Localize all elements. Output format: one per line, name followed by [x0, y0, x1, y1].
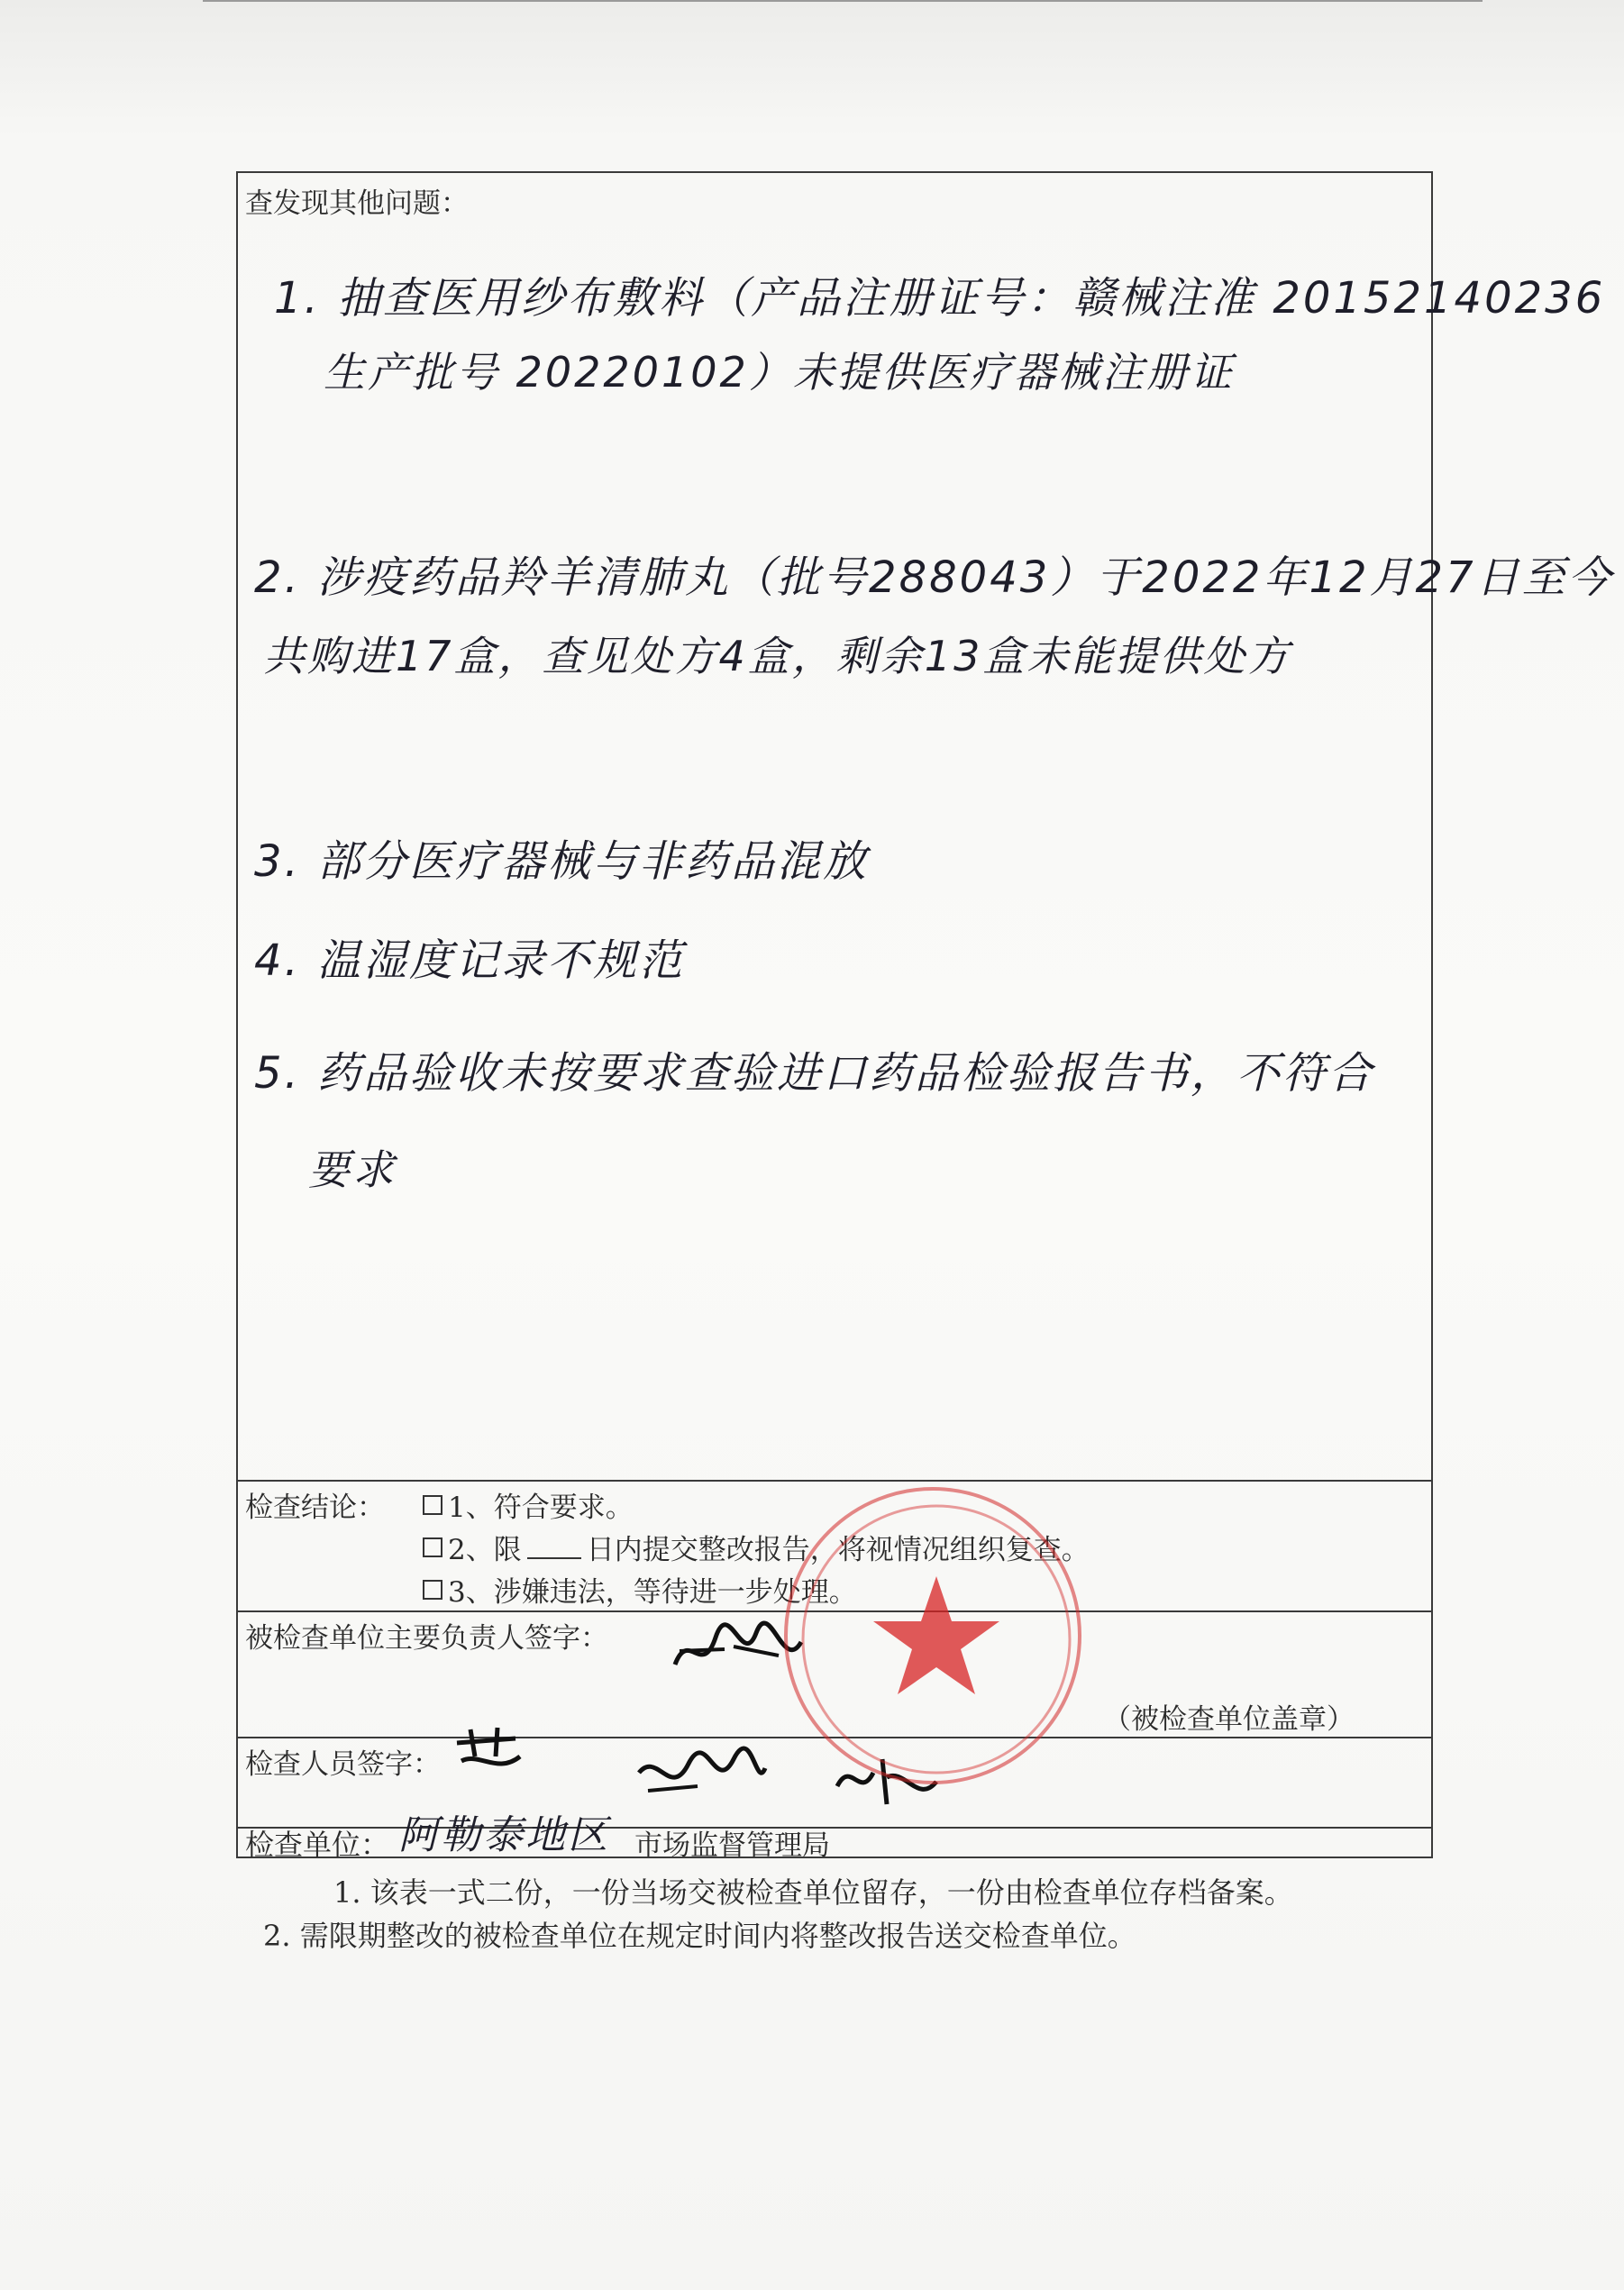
finding-5-line1: 5. 药品验收未按要求查验进口药品检验报告书，不符合 — [254, 1048, 1375, 1099]
conclusion-label: 检查结论： — [245, 1492, 385, 1524]
top-rule — [203, 0, 1483, 2]
finding-1-line2: 生产批号 20220102）未提供医疗器械注册证 — [324, 348, 1235, 397]
option-3-label: 3、涉嫌违法，等待进一步处理。 — [448, 1576, 857, 1609]
finding-2-line2: 共购进17盒，查见处方4盒，剩余13盒未能提供处方 — [263, 632, 1292, 680]
inspector-signature-1 — [452, 1725, 525, 1783]
option-3-checkbox[interactable] — [423, 1580, 442, 1600]
unit-label: 检查单位： — [245, 1828, 390, 1862]
unit-printed: 市场监督管理局 — [634, 1829, 830, 1862]
days-blank[interactable] — [527, 1536, 581, 1559]
inspector-signature-2 — [634, 1746, 770, 1812]
seal-note: （被检查单位盖章） — [1103, 1703, 1355, 1736]
finding-3: 3. 部分医疗器械与非药品混放 — [254, 836, 870, 887]
footnote-2: 2. 需限期整改的被检查单位在规定时间内将整改报告送交检查单位。 — [263, 1919, 1136, 1953]
option-2-checkbox[interactable] — [423, 1537, 442, 1557]
official-seal — [784, 1487, 1081, 1784]
divider-conclusion — [238, 1480, 1431, 1482]
finding-5-line2: 要求 — [308, 1145, 397, 1194]
option-2-label-a: 2、限 — [448, 1534, 522, 1566]
inspectors-label: 检查人员签字： — [245, 1748, 441, 1781]
footnote-1: 1. 该表一式二份，一份当场交被检查单位留存，一份由检查单位存档备案。 — [333, 1875, 1293, 1910]
finding-1-line1: 1. 抽查医用纱布敷料（产品注册证号：赣械注准 20152140236 — [274, 273, 1606, 324]
option-1-checkbox[interactable] — [423, 1495, 442, 1515]
option-1-label: 1、符合要求。 — [448, 1492, 634, 1524]
section-title: 查发现其他问题： — [245, 187, 469, 220]
option-1 — [423, 1484, 634, 1525]
option-2-label-b: 日内提交整改报告，将视情况组织复查。 — [586, 1534, 1090, 1566]
finding-4: 4. 温湿度记录不规范 — [254, 935, 686, 986]
unit-handwritten: 阿勒泰地区 — [398, 1812, 610, 1858]
responsible-label: 被检查单位主要负责人签字： — [245, 1622, 608, 1655]
finding-2-line1: 2. 涉疫药品羚羊清肺丸（批号288043）于2022年12月27日至今 — [254, 552, 1614, 603]
